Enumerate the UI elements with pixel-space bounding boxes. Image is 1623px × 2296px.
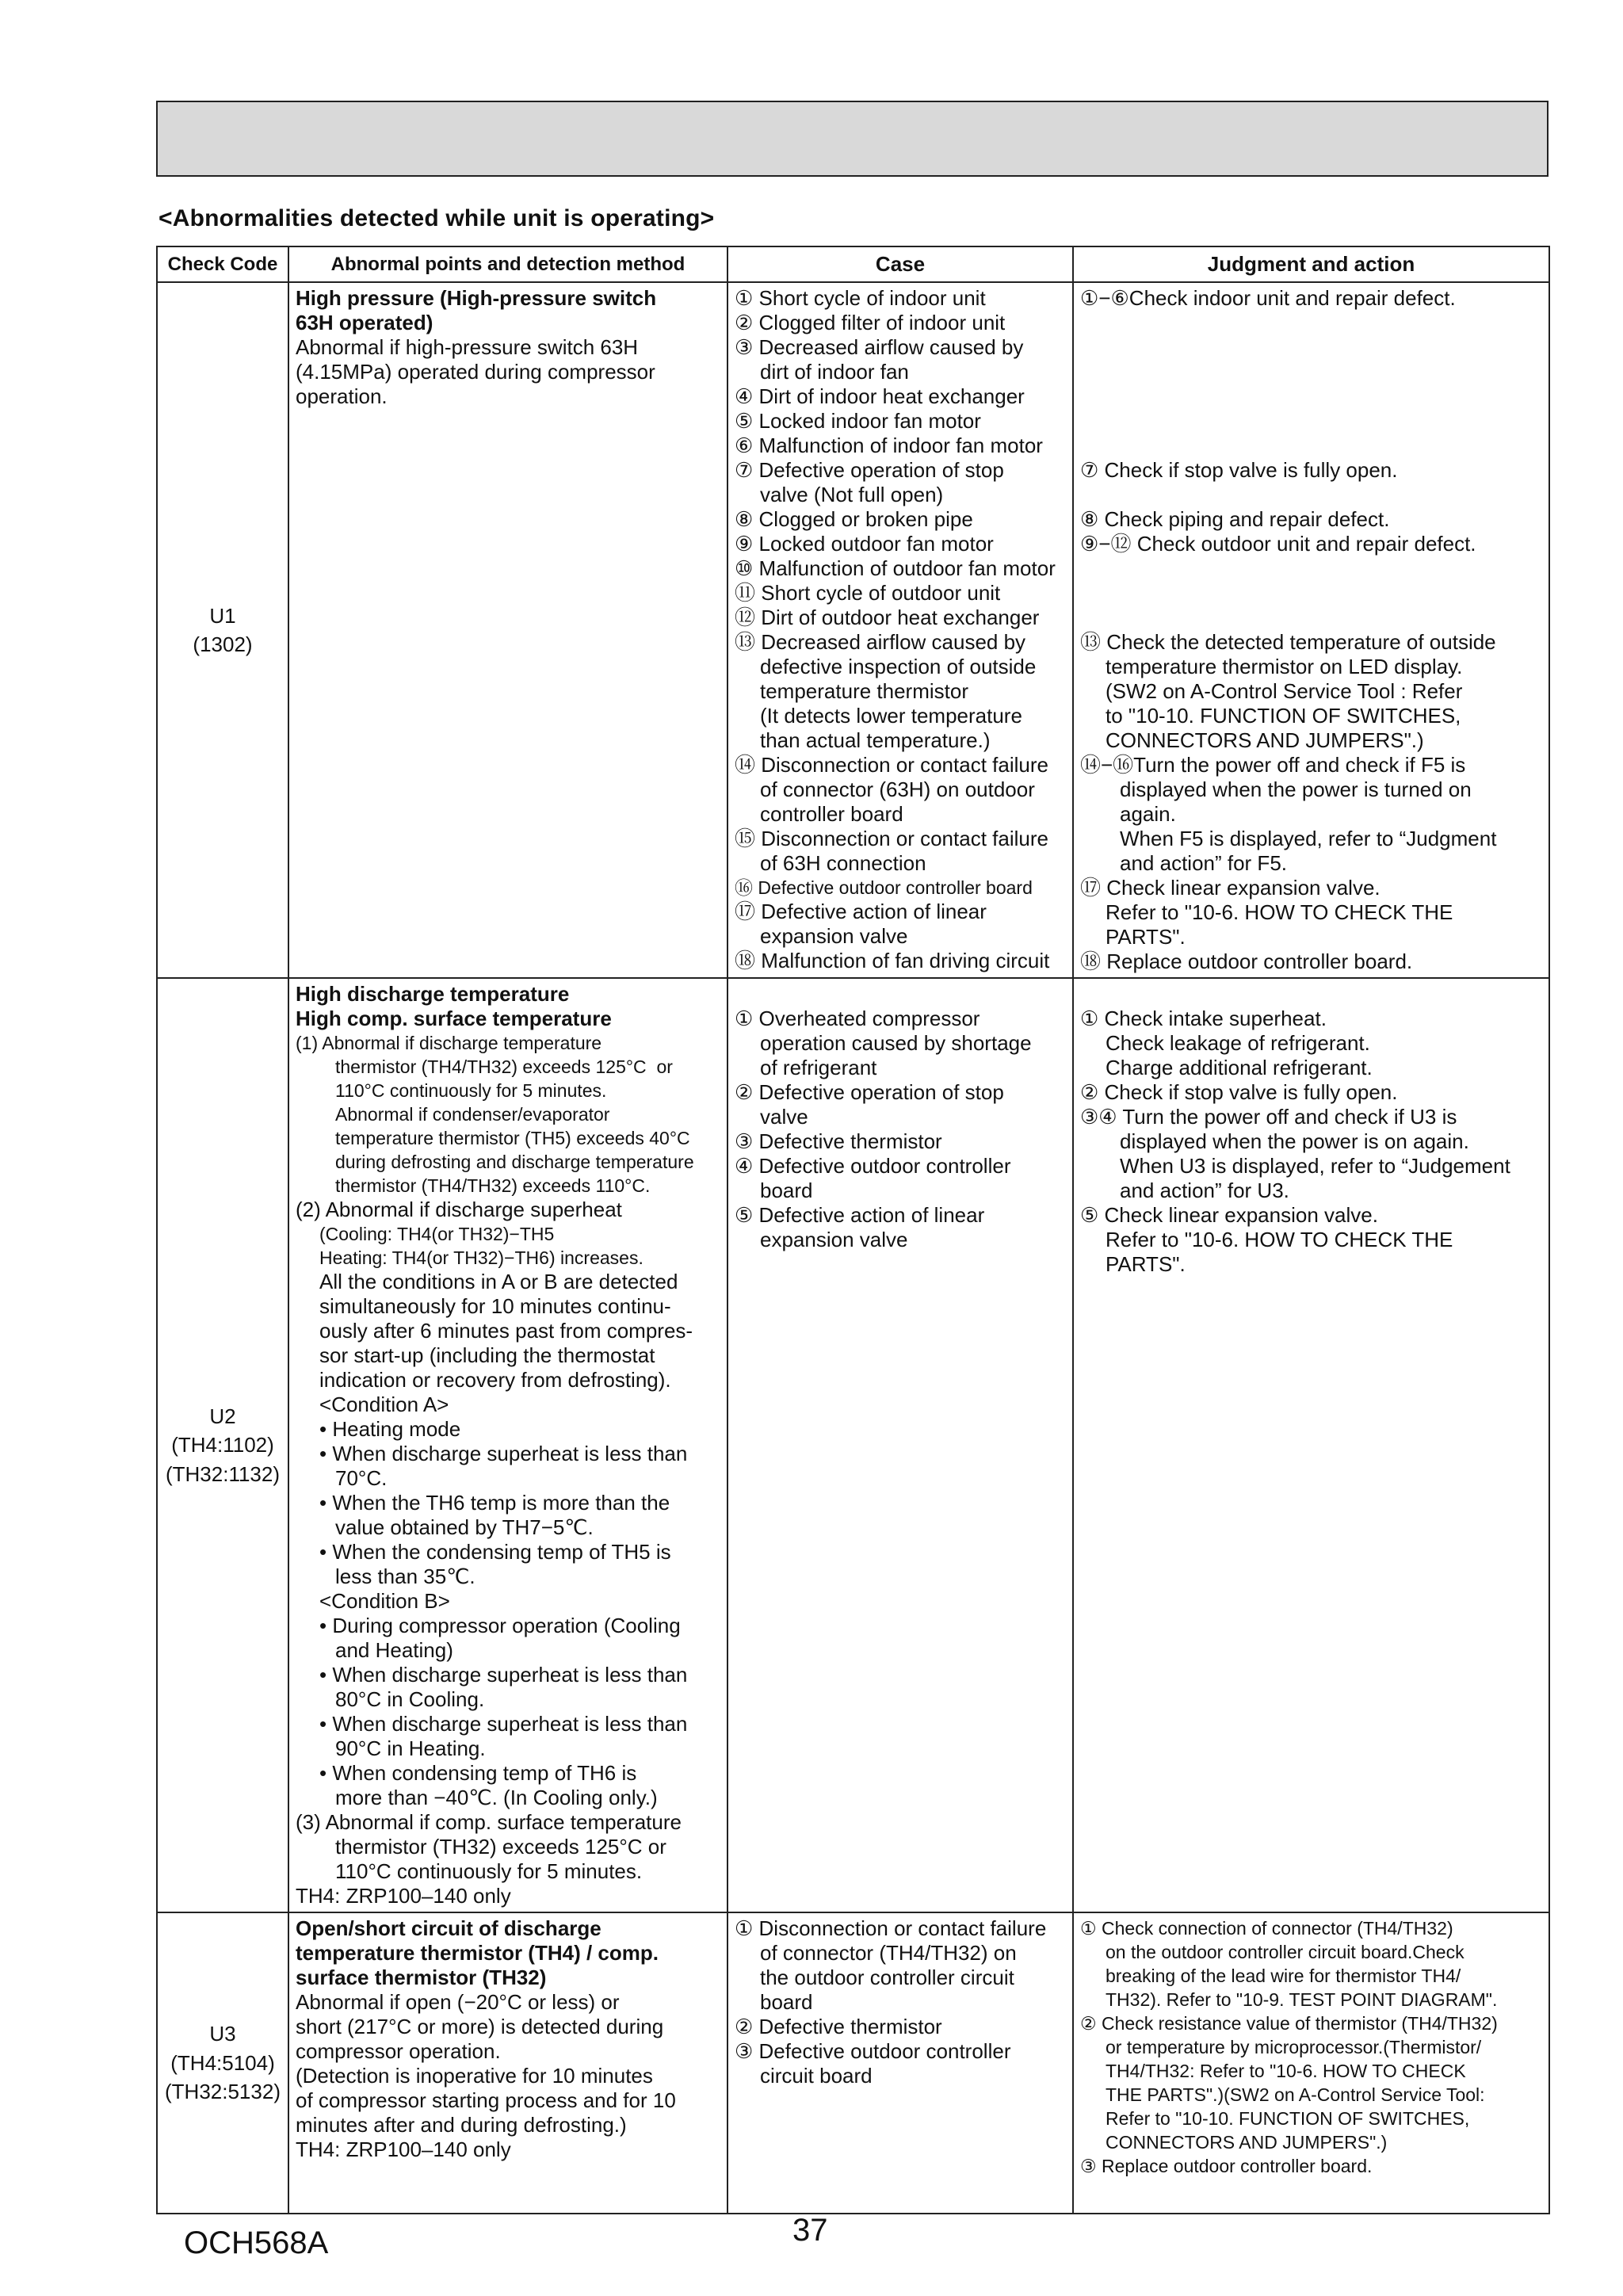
abnormal-line: (1) Abnormal if discharge temperature	[296, 1033, 602, 1053]
footer-page-number: 37	[792, 2213, 828, 2248]
abnormal-line: value obtained by TH7−5℃.	[335, 1515, 594, 1539]
judgment-line: ① Check connection of connector (TH4/TH32)	[1080, 1918, 1453, 1939]
case-line: ③ Decreased airflow caused by	[735, 335, 1024, 359]
judgment-line: ② Check if stop valve is fully open.	[1080, 1080, 1398, 1104]
abnormal-line: more than −40℃. (In Cooling only.)	[335, 1786, 658, 1809]
abnormal-line: High pressure (High-pressure switch	[296, 286, 657, 310]
col-header-abnormal: Abnormal points and detection method	[288, 246, 727, 282]
judgment-line	[1080, 360, 1542, 384]
judgment-line: breaking of the lead wire for thermistor TH4/	[1106, 1966, 1461, 1986]
judgment-line: ⑰ Check linear expansion valve.	[1080, 876, 1381, 900]
abnormal-line: compressor operation.	[296, 2039, 501, 2063]
case-line: ③ Defective thermistor	[735, 1129, 942, 1153]
case-line: ⑤ Locked indoor fan motor	[735, 409, 981, 433]
check-code-line: (TH4:1102)	[171, 1433, 274, 1457]
col-header-judgment: Judgment and action	[1073, 246, 1549, 282]
abnormal-line: • Heating mode	[319, 1417, 461, 1441]
judgment-line: ① Check intake superheat.	[1080, 1007, 1327, 1030]
case-line: controller board	[760, 802, 903, 826]
abnormal-line: thermistor (TH32) exceeds 125°C or	[335, 1835, 666, 1859]
judgment-line	[1080, 483, 1542, 507]
judgment-line: on the outdoor controller circuit board.Check	[1106, 1942, 1465, 1962]
judgment-line: PARTS".	[1106, 1252, 1186, 1276]
case-line: ⑭ Disconnection or contact failure	[735, 753, 1048, 777]
case-line: ⑰ Defective action of linear	[735, 900, 987, 923]
judgment-line: ⑦ Check if stop valve is fully open.	[1080, 458, 1398, 482]
judgment-line	[1080, 409, 1542, 434]
case-line: valve	[760, 1105, 808, 1129]
judgment-line: temperature thermistor on LED display.	[1106, 655, 1463, 678]
judgment-line: ③ Replace outdoor controller board.	[1080, 2156, 1373, 2176]
abnormal-line: thermistor (TH4/TH32) exceeds 125°C or	[335, 1056, 673, 1077]
judgment-line	[1080, 311, 1542, 335]
abnormal-line: (2) Abnormal if discharge superheat	[296, 1198, 622, 1221]
case-line: ⑬ Decreased airflow caused by	[735, 630, 1026, 654]
abnormal-line: TH4: ZRP100–140 only	[296, 2137, 511, 2161]
abnormal-line: ously after 6 minutes past from compres-	[319, 1319, 693, 1343]
abnormal-line: Abnormal if condenser/evaporator	[335, 1104, 610, 1125]
abnormal-line: less than 35℃.	[335, 1564, 475, 1588]
case-line: expansion valve	[760, 1228, 908, 1251]
check-code-line: U2	[209, 1404, 236, 1428]
case-line: than actual temperature.)	[760, 728, 991, 752]
judgment-cell	[1073, 1912, 1549, 2214]
case-line: ① Short cycle of indoor unit	[735, 286, 986, 310]
judgment-line	[1080, 982, 1542, 1007]
abnormal-line: of compressor starting process and for 10	[296, 2088, 676, 2112]
judgment-cell	[1073, 282, 1549, 978]
case-line: ⑫ Dirt of outdoor heat exchanger	[735, 606, 1040, 629]
case-line: ② Defective operation of stop	[735, 1080, 1004, 1104]
judgment-line: Refer to "10-6. HOW TO CHECK THE	[1106, 900, 1453, 924]
case-line: ② Clogged filter of indoor unit	[735, 311, 1006, 334]
abnormal-line: short (217°C or more) is detected during	[296, 2015, 664, 2038]
abnormal-line: Abnormal if high-pressure switch 63H	[296, 335, 639, 359]
abnormal-line: operation.	[296, 384, 388, 408]
table-row	[157, 282, 1549, 978]
case-cell	[727, 282, 1073, 978]
judgment-line: THE PARTS".)(SW2 on A-Control Service Tool:	[1106, 2084, 1485, 2105]
case-line: ⑱ Malfunction of fan driving circuit	[735, 949, 1050, 972]
judgment-line: again.	[1120, 802, 1176, 826]
judgment-line: When U3 is displayed, refer to “Judgement	[1120, 1154, 1510, 1178]
judgment-line	[1080, 606, 1542, 630]
case-line: ④ Dirt of indoor heat exchanger	[735, 384, 1025, 408]
case-line: ⑪ Short cycle of outdoor unit	[735, 581, 1001, 605]
judgment-line: Refer to "10-6. HOW TO CHECK THE	[1106, 1228, 1453, 1251]
abnormal-line: High comp. surface temperature	[296, 1007, 612, 1030]
judgment-line: When F5 is displayed, refer to “Judgment	[1120, 827, 1497, 850]
abnormal-line: • When discharge superheat is less than	[319, 1663, 688, 1687]
case-line: of connector (63H) on outdoor	[760, 777, 1035, 801]
judgment-line: ⑨−⑫ Check outdoor unit and repair defect.	[1080, 532, 1476, 556]
abnormal-cell	[288, 282, 727, 978]
abnormal-line: Heating: TH4(or TH32)−TH6) increases.	[319, 1247, 643, 1268]
case-line: expansion valve	[760, 924, 908, 948]
judgment-line	[1080, 434, 1542, 458]
judgment-line: (SW2 on A-Control Service Tool : Refer	[1106, 679, 1463, 703]
check-code-cell	[157, 978, 288, 1912]
case-cell	[727, 978, 1073, 1912]
case-line: ⑨ Locked outdoor fan motor	[735, 532, 994, 556]
judgment-line: and action” for U3.	[1120, 1179, 1289, 1202]
judgment-line: TH4/TH32: Refer to "10-6. HOW TO CHECK	[1106, 2061, 1466, 2081]
abnormal-line: surface thermistor (TH32)	[296, 1966, 547, 1989]
case-line: ① Overheated compressor	[735, 1007, 980, 1030]
abnormal-line: 70°C.	[335, 1466, 388, 1490]
abnormal-line: 110°C continuously for 5 minutes.	[335, 1859, 643, 1883]
judgment-line: and action” for F5.	[1120, 851, 1287, 875]
check-code-line: U1	[209, 603, 236, 628]
check-code-cell	[157, 1912, 288, 2214]
check-code-line: (TH4:5104)	[170, 2050, 275, 2075]
check-code-line: U3	[209, 2022, 236, 2046]
case-line: ⑥ Malfunction of indoor fan motor	[735, 434, 1043, 457]
case-line: ② Defective thermistor	[735, 2015, 942, 2038]
abnormal-line: sor start-up (including the thermostat	[319, 1343, 655, 1367]
abnormal-line: Abnormal if open (−20°C or less) or	[296, 1990, 620, 2014]
case-cell	[727, 1912, 1073, 2214]
abnormal-line: (Cooling: TH4(or TH32)−TH5	[319, 1224, 555, 1244]
case-line: ⑦ Defective operation of stop	[735, 458, 1004, 482]
case-line: ⑧ Clogged or broken pipe	[735, 507, 973, 531]
col-header-check-code: Check Code	[157, 246, 288, 282]
judgment-line	[1080, 556, 1542, 581]
abnormal-line: 110°C continuously for 5 minutes.	[335, 1080, 607, 1101]
abnormal-line: Open/short circuit of discharge	[296, 1916, 601, 1940]
section-title: <Abnormalities detected while unit is operating>	[158, 205, 715, 231]
case-line: dirt of indoor fan	[760, 360, 909, 384]
case-line: ⑮ Disconnection or contact failure	[735, 827, 1048, 850]
judgment-line: ⑬ Check the detected temperature of outside	[1080, 630, 1496, 654]
case-line: of 63H connection	[760, 851, 926, 875]
case-line: defective inspection of outside	[760, 655, 1037, 678]
footer-model-number: OCH568A	[184, 2225, 329, 2260]
case-line: of refrigerant	[760, 1056, 877, 1079]
case-line: operation caused by shortage	[760, 1031, 1032, 1055]
abnormal-line: 90°C in Heating.	[335, 1736, 486, 1760]
judgment-line: CONNECTORS AND JUMPERS".)	[1106, 728, 1424, 752]
header-bar	[156, 101, 1549, 177]
judgment-cell	[1073, 978, 1549, 1912]
abnormal-cell	[288, 978, 727, 1912]
case-line: ④ Defective outdoor controller	[735, 1154, 1011, 1178]
abnormal-line: <Condition B>	[319, 1589, 450, 1613]
case-line: circuit board	[760, 2064, 873, 2088]
abnormal-line: 63H operated)	[296, 311, 433, 334]
abnormal-line: <Condition A>	[319, 1392, 449, 1416]
case-line: board	[760, 1179, 813, 1202]
judgment-line: ⑱ Replace outdoor controller board.	[1080, 949, 1413, 973]
check-code-line: (TH32:5132)	[165, 2080, 281, 2104]
judgment-line: Charge additional refrigerant.	[1106, 1056, 1373, 1079]
judgment-line: Refer to "10-10. FUNCTION OF SWITCHES,	[1106, 2108, 1470, 2129]
judgment-line: to "10-10. FUNCTION OF SWITCHES,	[1106, 704, 1461, 728]
judgment-line	[1080, 335, 1542, 360]
check-code-line: (1302)	[193, 632, 253, 656]
abnormal-cell	[288, 1912, 727, 2214]
abnormal-line: • When discharge superheat is less than	[319, 1712, 688, 1736]
abnormal-line: High discharge temperature	[296, 982, 570, 1006]
abnormal-line: temperature thermistor (TH4) / comp.	[296, 1941, 659, 1965]
judgment-line: Check leakage of refrigerant.	[1106, 1031, 1370, 1055]
judgment-line: CONNECTORS AND JUMPERS".)	[1106, 2132, 1388, 2153]
abnormal-line: • When condensing temp of TH6 is	[319, 1761, 637, 1785]
abnormal-line: • When the condensing temp of TH5 is	[319, 1540, 671, 1564]
abnormal-line: and Heating)	[335, 1638, 453, 1662]
abnormal-line: minutes after and during defrosting.)	[296, 2113, 627, 2137]
judgment-line: ⑤ Check linear expansion valve.	[1080, 1203, 1378, 1227]
case-line: valve (Not full open)	[760, 483, 944, 506]
abnormal-line: • When the TH6 temp is more than the	[319, 1491, 670, 1515]
judgment-line	[1080, 384, 1542, 409]
abnormal-line: • During compressor operation (Cooling	[319, 1614, 681, 1637]
abnormal-line: thermistor (TH4/TH32) exceeds 110°C.	[335, 1175, 651, 1196]
case-line: ⑯ Defective outdoor controller board	[735, 877, 1033, 898]
judgment-line	[1080, 581, 1542, 606]
judgment-line: PARTS".	[1106, 925, 1186, 949]
judgment-line: ①−⑥Check indoor unit and repair defect.	[1080, 286, 1456, 310]
abnormal-line: All the conditions in A or B are detected	[319, 1270, 678, 1293]
col-header-case: Case	[727, 246, 1073, 282]
judgment-line: displayed when the power is turned on	[1120, 777, 1472, 801]
case-line: ⑩ Malfunction of outdoor fan motor	[735, 556, 1056, 580]
abnormal-line: indication or recovery from defrosting).	[319, 1368, 671, 1392]
case-line: ⑤ Defective action of linear	[735, 1203, 985, 1227]
table-row	[157, 978, 1549, 1912]
table-row	[157, 1912, 1549, 2214]
judgment-line: or temperature by microprocessor.(Thermistor/	[1106, 2037, 1482, 2057]
case-line	[735, 982, 1066, 1007]
case-line: of connector (TH4/TH32) on	[760, 1941, 1017, 1965]
abnormal-line: (Detection is inoperative for 10 minutes	[296, 2064, 653, 2088]
case-line: board	[760, 1990, 813, 2014]
abnormal-line: temperature thermistor (TH5) exceeds 40°C	[335, 1128, 690, 1148]
case-line: ① Disconnection or contact failure	[735, 1916, 1047, 1940]
abnormal-line: (3) Abnormal if comp. surface temperature	[296, 1810, 682, 1834]
judgment-line: ② Check resistance value of thermistor (TH4/TH32)	[1080, 2013, 1498, 2034]
check-code-cell	[157, 282, 288, 978]
abnormal-line: (4.15MPa) operated during compressor	[296, 360, 655, 384]
case-line: the outdoor controller circuit	[760, 1966, 1014, 1989]
table-header-row	[157, 246, 1549, 282]
abnormal-line: TH4: ZRP100–140 only	[296, 1884, 511, 1908]
judgment-line: ⑧ Check piping and repair defect.	[1080, 507, 1390, 531]
judgment-line: displayed when the power is on again.	[1120, 1129, 1469, 1153]
case-line: (It detects lower temperature	[760, 704, 1022, 728]
judgment-line: ③④ Turn the power off and check if U3 is	[1080, 1105, 1457, 1129]
abnormal-line: during defrosting and discharge temperature	[335, 1152, 694, 1172]
abnormal-line: • When discharge superheat is less than	[319, 1442, 688, 1465]
abnormal-line: simultaneously for 10 minutes continu-	[319, 1294, 671, 1318]
judgment-line: TH32). Refer to "10-9. TEST POINT DIAGRAM".	[1106, 1989, 1498, 2010]
case-line: temperature thermistor	[760, 679, 968, 703]
case-line: ③ Defective outdoor controller	[735, 2039, 1011, 2063]
abnormalities-table	[156, 246, 1550, 2214]
judgment-line: ⑭−⑯Turn the power off and check if F5 is	[1080, 753, 1466, 777]
abnormal-line: 80°C in Cooling.	[335, 1687, 485, 1711]
check-code-line: (TH32:1132)	[165, 1461, 281, 1486]
